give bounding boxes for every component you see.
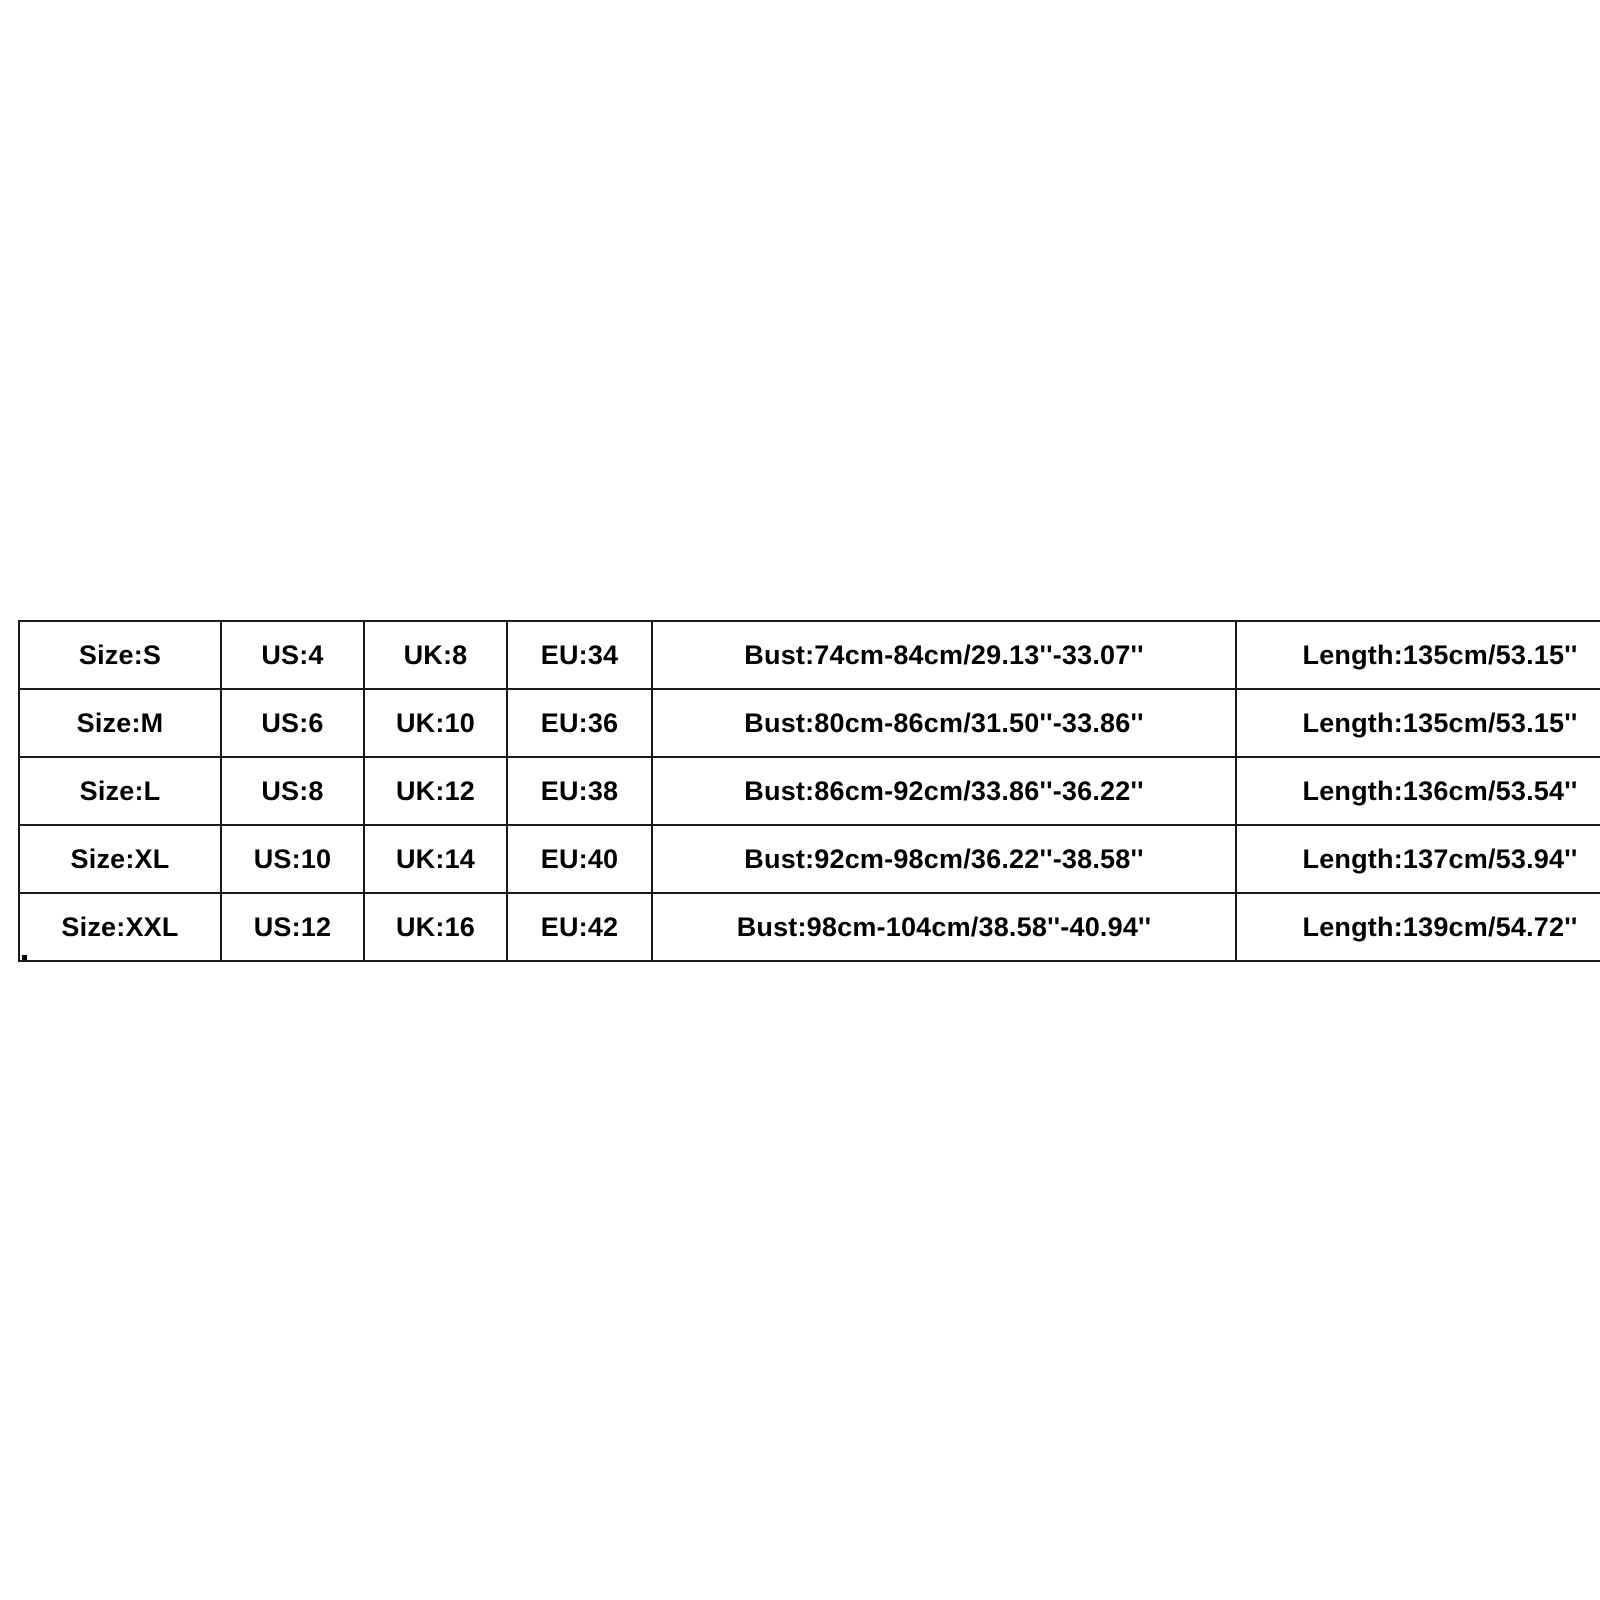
size-chart-container <box>18 620 1583 962</box>
cell-length: Length:135cm/53.15'' <box>1236 689 1600 757</box>
cell-length: Length:139cm/54.72'' <box>1236 893 1600 961</box>
cell-us: US:6 <box>221 689 364 757</box>
table-row <box>19 621 1600 689</box>
cell-bust: Bust:92cm-98cm/36.22''-38.58'' <box>652 825 1236 893</box>
table-row <box>19 893 1600 961</box>
cell-uk: UK:10 <box>364 689 507 757</box>
cell-us: US:8 <box>221 757 364 825</box>
cell-uk: UK:8 <box>364 621 507 689</box>
cell-eu: EU:42 <box>507 893 652 961</box>
cell-bust: Bust:86cm-92cm/33.86''-36.22'' <box>652 757 1236 825</box>
cell-eu: EU:36 <box>507 689 652 757</box>
size-chart-table <box>18 620 1600 962</box>
cell-us: US:10 <box>221 825 364 893</box>
cell-size: Size:L <box>19 757 221 825</box>
table-row <box>19 689 1600 757</box>
table-row <box>19 757 1600 825</box>
cell-us: US:4 <box>221 621 364 689</box>
cell-length: Length:135cm/53.15'' <box>1236 621 1600 689</box>
cell-uk: UK:16 <box>364 893 507 961</box>
cell-size: Size:M <box>19 689 221 757</box>
cell-length: Length:137cm/53.94'' <box>1236 825 1600 893</box>
cell-uk: UK:12 <box>364 757 507 825</box>
cell-bust: Bust:80cm-86cm/31.50''-33.86'' <box>652 689 1236 757</box>
cell-size: Size:XXL <box>19 893 221 961</box>
cell-bust: Bust:74cm-84cm/29.13''-33.07'' <box>652 621 1236 689</box>
cell-size: Size:S <box>19 621 221 689</box>
cell-us: US:12 <box>221 893 364 961</box>
table-row <box>19 825 1600 893</box>
trailing-dot-mark <box>22 955 27 960</box>
cell-bust: Bust:98cm-104cm/38.58''-40.94'' <box>652 893 1236 961</box>
cell-eu: EU:34 <box>507 621 652 689</box>
cell-eu: EU:38 <box>507 757 652 825</box>
cell-length: Length:136cm/53.54'' <box>1236 757 1600 825</box>
cell-size: Size:XL <box>19 825 221 893</box>
cell-eu: EU:40 <box>507 825 652 893</box>
size-chart-body <box>19 621 1600 961</box>
cell-uk: UK:14 <box>364 825 507 893</box>
